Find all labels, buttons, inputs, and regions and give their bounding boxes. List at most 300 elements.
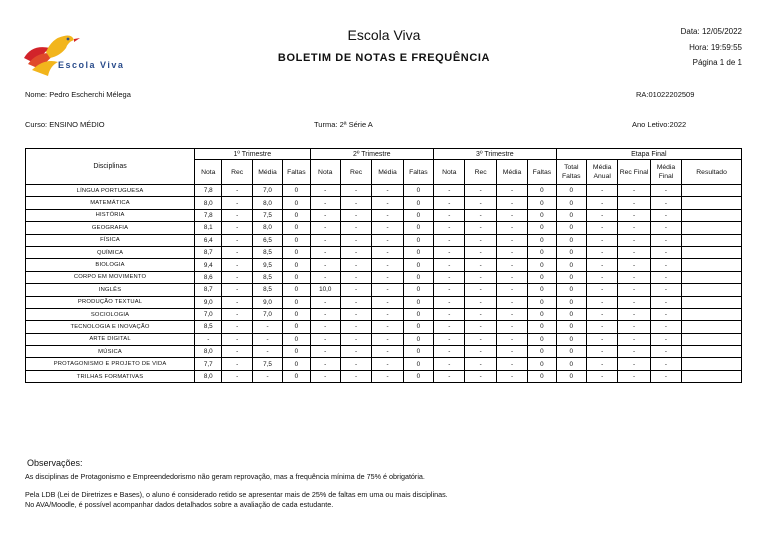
grade-cell: - bbox=[310, 234, 340, 246]
grade-cell: - bbox=[340, 296, 371, 308]
subject-name: SOCIOLOGIA bbox=[26, 308, 195, 320]
grade-cell: - bbox=[434, 197, 465, 209]
grade-cell: 7,0 bbox=[195, 308, 222, 320]
grade-cell: - bbox=[465, 197, 496, 209]
grade-cell: - bbox=[434, 246, 465, 258]
grade-cell: - bbox=[222, 222, 252, 234]
grade-cell: 0 bbox=[283, 308, 310, 320]
grade-cell: - bbox=[650, 222, 681, 234]
grade-cell: - bbox=[310, 333, 340, 345]
grade-cell: - bbox=[465, 271, 496, 283]
grade-cell: - bbox=[618, 246, 650, 258]
grade-cell: 0 bbox=[528, 209, 556, 221]
grade-cell: - bbox=[618, 358, 650, 370]
grade-cell bbox=[682, 370, 742, 382]
grade-cell: - bbox=[496, 321, 527, 333]
grade-cell: - bbox=[252, 346, 282, 358]
grade-cell: 0 bbox=[528, 296, 556, 308]
grade-cell: - bbox=[618, 197, 650, 209]
table-row bbox=[26, 308, 742, 320]
grade-cell: 0 bbox=[556, 308, 586, 320]
ra-value: 01022202509 bbox=[648, 90, 695, 99]
grade-cell: - bbox=[434, 346, 465, 358]
grade-cell: 0 bbox=[283, 358, 310, 370]
grade-cell: 0 bbox=[283, 333, 310, 345]
final-stage-header: Etapa Final bbox=[556, 149, 741, 160]
grade-cell: 0 bbox=[403, 185, 433, 197]
column-header-t1-mdia: Média bbox=[252, 160, 282, 185]
grade-cell: - bbox=[222, 346, 252, 358]
table-row bbox=[26, 259, 742, 271]
column-header-t1-rec: Rec bbox=[222, 160, 252, 185]
grade-cell: 0 bbox=[403, 222, 433, 234]
grade-cell: - bbox=[222, 370, 252, 382]
table-row bbox=[26, 246, 742, 258]
grade-cell: - bbox=[340, 370, 371, 382]
grade-cell bbox=[682, 321, 742, 333]
grade-cell: - bbox=[222, 234, 252, 246]
grade-cell: - bbox=[372, 209, 403, 221]
subject-name: HISTÓRIA bbox=[26, 209, 195, 221]
table-row bbox=[26, 234, 742, 246]
grade-cell: - bbox=[586, 271, 617, 283]
course-line bbox=[25, 120, 105, 129]
subject-name: BIOLOGIA bbox=[26, 259, 195, 271]
grade-cell: - bbox=[650, 271, 681, 283]
grade-cell: - bbox=[496, 271, 527, 283]
grade-cell bbox=[682, 246, 742, 258]
grade-cell: - bbox=[310, 308, 340, 320]
grade-cell: 0 bbox=[528, 185, 556, 197]
course-value: ENSINO MÉDIO bbox=[49, 120, 105, 129]
grade-cell: 0 bbox=[403, 197, 433, 209]
grade-cell: 0 bbox=[556, 185, 586, 197]
grade-cell: - bbox=[465, 185, 496, 197]
grade-cell: - bbox=[618, 209, 650, 221]
grade-cell: - bbox=[434, 222, 465, 234]
grade-cell: 8,0 bbox=[252, 222, 282, 234]
grade-cell: 8,5 bbox=[252, 271, 282, 283]
grade-cell: - bbox=[222, 185, 252, 197]
grade-cell: 0 bbox=[556, 271, 586, 283]
grade-cell: 0 bbox=[556, 296, 586, 308]
grade-cell: - bbox=[465, 346, 496, 358]
grade-cell: 0 bbox=[403, 370, 433, 382]
grade-cell bbox=[682, 234, 742, 246]
grade-cell: - bbox=[586, 333, 617, 345]
grade-cell: 0 bbox=[283, 222, 310, 234]
grade-cell: - bbox=[340, 321, 371, 333]
table-row bbox=[26, 222, 742, 234]
grade-cell bbox=[682, 358, 742, 370]
grade-cell: - bbox=[340, 346, 371, 358]
grade-cell: - bbox=[465, 370, 496, 382]
grade-cell bbox=[682, 346, 742, 358]
grade-cell: - bbox=[586, 358, 617, 370]
observation-line: As disciplinas de Protagonismo e Empreendedorismo não geram reprovação, mas a frequência mínima de 75% é obrigatória. bbox=[25, 472, 425, 481]
grade-cell: - bbox=[222, 197, 252, 209]
grade-cell: - bbox=[310, 222, 340, 234]
grade-cell: 8,1 bbox=[195, 222, 222, 234]
student-name: Pedro Escherchi Mélega bbox=[49, 90, 131, 99]
grade-cell: 0 bbox=[283, 296, 310, 308]
grade-cell: 7,7 bbox=[195, 358, 222, 370]
grade-cell: - bbox=[340, 222, 371, 234]
grade-cell: - bbox=[372, 346, 403, 358]
grade-cell: - bbox=[650, 197, 681, 209]
grade-cell: 0 bbox=[403, 346, 433, 358]
grade-cell: - bbox=[496, 246, 527, 258]
observations-title: Observações: bbox=[27, 458, 83, 468]
grade-cell: - bbox=[496, 185, 527, 197]
grade-cell bbox=[682, 284, 742, 296]
grade-cell: 0 bbox=[403, 296, 433, 308]
grade-cell: - bbox=[310, 370, 340, 382]
grade-cell: - bbox=[195, 333, 222, 345]
table-row bbox=[26, 271, 742, 283]
grade-cell bbox=[682, 222, 742, 234]
grade-cell: - bbox=[252, 321, 282, 333]
trimester-2-header: 2º Trimestre bbox=[310, 149, 434, 160]
class-label: Turma: bbox=[314, 120, 338, 129]
grade-cell: 0 bbox=[283, 246, 310, 258]
grade-cell: - bbox=[496, 370, 527, 382]
grade-cell: - bbox=[340, 358, 371, 370]
grade-cell: 8,0 bbox=[252, 197, 282, 209]
grade-cell: - bbox=[618, 333, 650, 345]
grade-cell: 8,5 bbox=[252, 284, 282, 296]
grade-cell: - bbox=[465, 209, 496, 221]
grade-cell: 0 bbox=[528, 234, 556, 246]
grade-cell: 8,0 bbox=[195, 370, 222, 382]
grade-cell: 0 bbox=[528, 321, 556, 333]
subject-name: INGLÊS bbox=[26, 284, 195, 296]
grade-cell: - bbox=[310, 296, 340, 308]
grade-cell: 0 bbox=[528, 333, 556, 345]
grade-cell: - bbox=[222, 321, 252, 333]
grade-cell: 0 bbox=[283, 284, 310, 296]
grade-cell: - bbox=[496, 222, 527, 234]
grade-cell: - bbox=[310, 209, 340, 221]
ra-line bbox=[636, 90, 694, 99]
grade-cell: - bbox=[222, 284, 252, 296]
grade-cell: 0 bbox=[283, 346, 310, 358]
grade-cell: - bbox=[434, 234, 465, 246]
grade-cell: - bbox=[496, 209, 527, 221]
grade-cell: - bbox=[465, 246, 496, 258]
grade-cell: - bbox=[586, 185, 617, 197]
column-header-t2-rec: Rec bbox=[340, 160, 371, 185]
column-header-t1-faltas: Faltas bbox=[283, 160, 310, 185]
grade-cell: - bbox=[586, 246, 617, 258]
grade-cell: - bbox=[650, 321, 681, 333]
grade-cell: - bbox=[586, 296, 617, 308]
grade-cell: 0 bbox=[283, 321, 310, 333]
grade-cell: - bbox=[586, 370, 617, 382]
grade-cell bbox=[682, 197, 742, 209]
page-number: Página 1 de 1 bbox=[692, 58, 742, 67]
grade-cell: - bbox=[340, 197, 371, 209]
grade-cell: - bbox=[372, 222, 403, 234]
student-name-line bbox=[25, 90, 131, 99]
grade-cell: - bbox=[340, 234, 371, 246]
grade-cell: - bbox=[252, 370, 282, 382]
column-header-t3-nota: Nota bbox=[434, 160, 465, 185]
grade-cell: - bbox=[586, 222, 617, 234]
grade-cell: - bbox=[496, 333, 527, 345]
grade-cell: - bbox=[372, 296, 403, 308]
column-header-t3-faltas: Faltas bbox=[528, 160, 556, 185]
grade-cell: - bbox=[372, 308, 403, 320]
grade-cell: 8,5 bbox=[252, 246, 282, 258]
grade-cell: 0 bbox=[283, 234, 310, 246]
grade-cell: - bbox=[618, 234, 650, 246]
grade-cell: - bbox=[650, 358, 681, 370]
grade-cell: - bbox=[650, 209, 681, 221]
grade-cell: 0 bbox=[403, 308, 433, 320]
grade-cell: - bbox=[496, 296, 527, 308]
grade-cell: 9,0 bbox=[252, 296, 282, 308]
observation-line: No AVA/Moodle, é possível acompanhar dados detalhados sobre a avaliação de cada estudante. bbox=[25, 500, 334, 509]
grade-cell: 0 bbox=[528, 259, 556, 271]
column-header-final-1: Média Anual bbox=[586, 160, 617, 185]
grade-cell: - bbox=[586, 259, 617, 271]
grade-cell: - bbox=[372, 185, 403, 197]
grade-cell: - bbox=[340, 284, 371, 296]
grade-cell: 0 bbox=[283, 259, 310, 271]
grade-cell: 0 bbox=[283, 209, 310, 221]
grade-cell: 0 bbox=[528, 370, 556, 382]
grade-cell: - bbox=[372, 358, 403, 370]
trimester-1-header: 1º Trimestre bbox=[195, 149, 310, 160]
grade-cell bbox=[682, 209, 742, 221]
table-row bbox=[26, 346, 742, 358]
grade-cell: 0 bbox=[556, 284, 586, 296]
column-header-t3-rec: Rec bbox=[465, 160, 496, 185]
grade-cell: 0 bbox=[403, 234, 433, 246]
grade-cell: 0 bbox=[556, 346, 586, 358]
grade-cell: - bbox=[372, 246, 403, 258]
column-header-final-2: Rec Final bbox=[618, 160, 650, 185]
grade-cell: - bbox=[650, 234, 681, 246]
grade-cell bbox=[682, 333, 742, 345]
grade-cell: - bbox=[340, 271, 371, 283]
grade-cell: 0 bbox=[556, 209, 586, 221]
table-row bbox=[26, 296, 742, 308]
column-header-t1-nota: Nota bbox=[195, 160, 222, 185]
grade-cell: - bbox=[586, 234, 617, 246]
grade-cell: - bbox=[222, 296, 252, 308]
table-row bbox=[26, 209, 742, 221]
grade-cell: 7,8 bbox=[195, 209, 222, 221]
grade-cell: - bbox=[434, 296, 465, 308]
grade-cell: - bbox=[372, 370, 403, 382]
grade-cell: 7,5 bbox=[252, 209, 282, 221]
grade-cell: - bbox=[618, 308, 650, 320]
grade-cell: 9,5 bbox=[252, 259, 282, 271]
grade-cell: 8,5 bbox=[195, 321, 222, 333]
grade-cell: - bbox=[465, 222, 496, 234]
grade-cell: - bbox=[465, 296, 496, 308]
grade-cell: - bbox=[310, 259, 340, 271]
grade-cell: - bbox=[650, 346, 681, 358]
grade-cell: - bbox=[222, 271, 252, 283]
grade-cell: 0 bbox=[403, 321, 433, 333]
grade-cell: 0 bbox=[403, 284, 433, 296]
grade-cell bbox=[682, 271, 742, 283]
logo-text: Escola Viva bbox=[58, 60, 125, 70]
grade-cell: - bbox=[310, 271, 340, 283]
grade-cell: - bbox=[586, 284, 617, 296]
document-title: BOLETIM DE NOTAS E FREQUÊNCIA bbox=[277, 52, 491, 64]
grade-cell: 6,4 bbox=[195, 234, 222, 246]
grade-cell: 0 bbox=[403, 333, 433, 345]
grade-cell bbox=[682, 296, 742, 308]
table-row bbox=[26, 185, 742, 197]
grade-cell: 0 bbox=[283, 185, 310, 197]
grade-cell: - bbox=[618, 321, 650, 333]
grade-cell: - bbox=[434, 271, 465, 283]
subject-name: LÍNGUA PORTUGUESA bbox=[26, 185, 195, 197]
grade-cell: 0 bbox=[556, 246, 586, 258]
print-date: Data: 12/05/2022 bbox=[680, 27, 742, 36]
grade-cell: - bbox=[465, 333, 496, 345]
grade-cell: - bbox=[496, 284, 527, 296]
observation-line: Pela LDB (Lei de Diretrizes e Bases), o aluno é considerado retido se apresentar mais de 25% de faltas em uma ou mais disciplinas. bbox=[25, 490, 448, 499]
subject-name: TRILHAS FORMATIVAS bbox=[26, 370, 195, 382]
grade-cell: - bbox=[372, 271, 403, 283]
grade-cell: 9,4 bbox=[195, 259, 222, 271]
grade-cell: - bbox=[496, 358, 527, 370]
grade-cell: 0 bbox=[528, 346, 556, 358]
grade-cell: 8,7 bbox=[195, 284, 222, 296]
grade-cell: - bbox=[434, 209, 465, 221]
grade-cell: - bbox=[222, 358, 252, 370]
year-label: Ano Letivo: bbox=[632, 120, 670, 129]
grade-cell: - bbox=[252, 333, 282, 345]
grade-cell: - bbox=[650, 370, 681, 382]
column-header-t2-faltas: Faltas bbox=[403, 160, 433, 185]
column-header-t2-nota: Nota bbox=[310, 160, 340, 185]
grade-cell: - bbox=[496, 197, 527, 209]
grade-cell: 7,5 bbox=[252, 358, 282, 370]
grade-cell: - bbox=[618, 346, 650, 358]
grade-cell: - bbox=[222, 308, 252, 320]
grade-cell: - bbox=[650, 246, 681, 258]
grade-cell: 0 bbox=[403, 209, 433, 221]
grade-cell: 0 bbox=[556, 197, 586, 209]
grade-cell: - bbox=[586, 308, 617, 320]
column-header-final-0: Total Faltas bbox=[556, 160, 586, 185]
subject-name: TECNOLOGIA E INOVAÇÃO bbox=[26, 321, 195, 333]
grade-cell: - bbox=[340, 308, 371, 320]
subject-name: CORPO EM MOVIMENTO bbox=[26, 271, 195, 283]
subject-name: MÚSICA bbox=[26, 346, 195, 358]
grade-cell: - bbox=[340, 333, 371, 345]
grade-cell: - bbox=[434, 370, 465, 382]
grade-cell: - bbox=[310, 346, 340, 358]
grade-cell: - bbox=[434, 308, 465, 320]
grade-cell: 0 bbox=[556, 370, 586, 382]
class-value: 2ª Série A bbox=[339, 120, 373, 129]
grade-cell: - bbox=[340, 209, 371, 221]
table-row bbox=[26, 321, 742, 333]
grade-cell: 0 bbox=[403, 246, 433, 258]
grade-cell: 0 bbox=[528, 197, 556, 209]
column-header-t3-mdia: Média bbox=[496, 160, 527, 185]
grade-cell: 8,7 bbox=[195, 246, 222, 258]
grade-cell: - bbox=[465, 308, 496, 320]
subject-name: MATEMÁTICA bbox=[26, 197, 195, 209]
grade-cell: - bbox=[618, 271, 650, 283]
grade-cell: - bbox=[650, 308, 681, 320]
grade-cell: - bbox=[586, 197, 617, 209]
grade-cell: - bbox=[586, 321, 617, 333]
grade-cell: - bbox=[434, 185, 465, 197]
grade-cell: - bbox=[372, 197, 403, 209]
grade-cell: - bbox=[372, 259, 403, 271]
subject-name: PRODUÇÃO TEXTUAL bbox=[26, 296, 195, 308]
course-label: Curso: bbox=[25, 120, 48, 129]
grades-table bbox=[25, 148, 742, 383]
grade-cell: - bbox=[496, 234, 527, 246]
grade-cell: 0 bbox=[556, 259, 586, 271]
table-row bbox=[26, 358, 742, 370]
column-header-final-3: Média Final bbox=[650, 160, 681, 185]
grade-cell: - bbox=[434, 321, 465, 333]
school-name: Escola Viva bbox=[347, 27, 421, 43]
grade-cell: - bbox=[618, 284, 650, 296]
grade-cell: - bbox=[340, 259, 371, 271]
grade-cell: - bbox=[650, 296, 681, 308]
grade-cell: - bbox=[618, 185, 650, 197]
grade-cell: - bbox=[618, 296, 650, 308]
subject-name: ARTE DIGITAL bbox=[26, 333, 195, 345]
grade-cell: - bbox=[650, 284, 681, 296]
grade-cell: 0 bbox=[528, 358, 556, 370]
grade-cell: - bbox=[434, 284, 465, 296]
grade-cell: 0 bbox=[403, 358, 433, 370]
grade-cell: - bbox=[465, 321, 496, 333]
grade-cell: 0 bbox=[556, 358, 586, 370]
subject-name: QUÍMICA bbox=[26, 246, 195, 258]
grade-cell: - bbox=[222, 259, 252, 271]
table-row bbox=[26, 284, 742, 296]
column-header-final-4: Resultado bbox=[682, 160, 742, 185]
grade-cell: - bbox=[310, 321, 340, 333]
year-value: 2022 bbox=[669, 120, 687, 129]
grade-cell: - bbox=[618, 370, 650, 382]
grade-cell: - bbox=[310, 246, 340, 258]
grade-cell: - bbox=[340, 185, 371, 197]
grade-cell: 0 bbox=[556, 321, 586, 333]
grade-cell: - bbox=[618, 259, 650, 271]
column-header-t2-mdia: Média bbox=[372, 160, 403, 185]
grade-cell bbox=[682, 259, 742, 271]
print-time: Hora: 19:59:55 bbox=[689, 43, 742, 52]
grade-cell: 0 bbox=[556, 222, 586, 234]
grade-cell: - bbox=[465, 234, 496, 246]
class-line bbox=[314, 120, 373, 129]
grade-cell: 6,5 bbox=[252, 234, 282, 246]
disciplines-header: Disciplinas bbox=[26, 149, 195, 185]
grade-cell: - bbox=[586, 209, 617, 221]
grade-cell: 0 bbox=[528, 222, 556, 234]
grade-cell: - bbox=[340, 246, 371, 258]
grade-cell: - bbox=[310, 358, 340, 370]
grade-cell: - bbox=[222, 246, 252, 258]
grade-cell: 7,0 bbox=[252, 185, 282, 197]
